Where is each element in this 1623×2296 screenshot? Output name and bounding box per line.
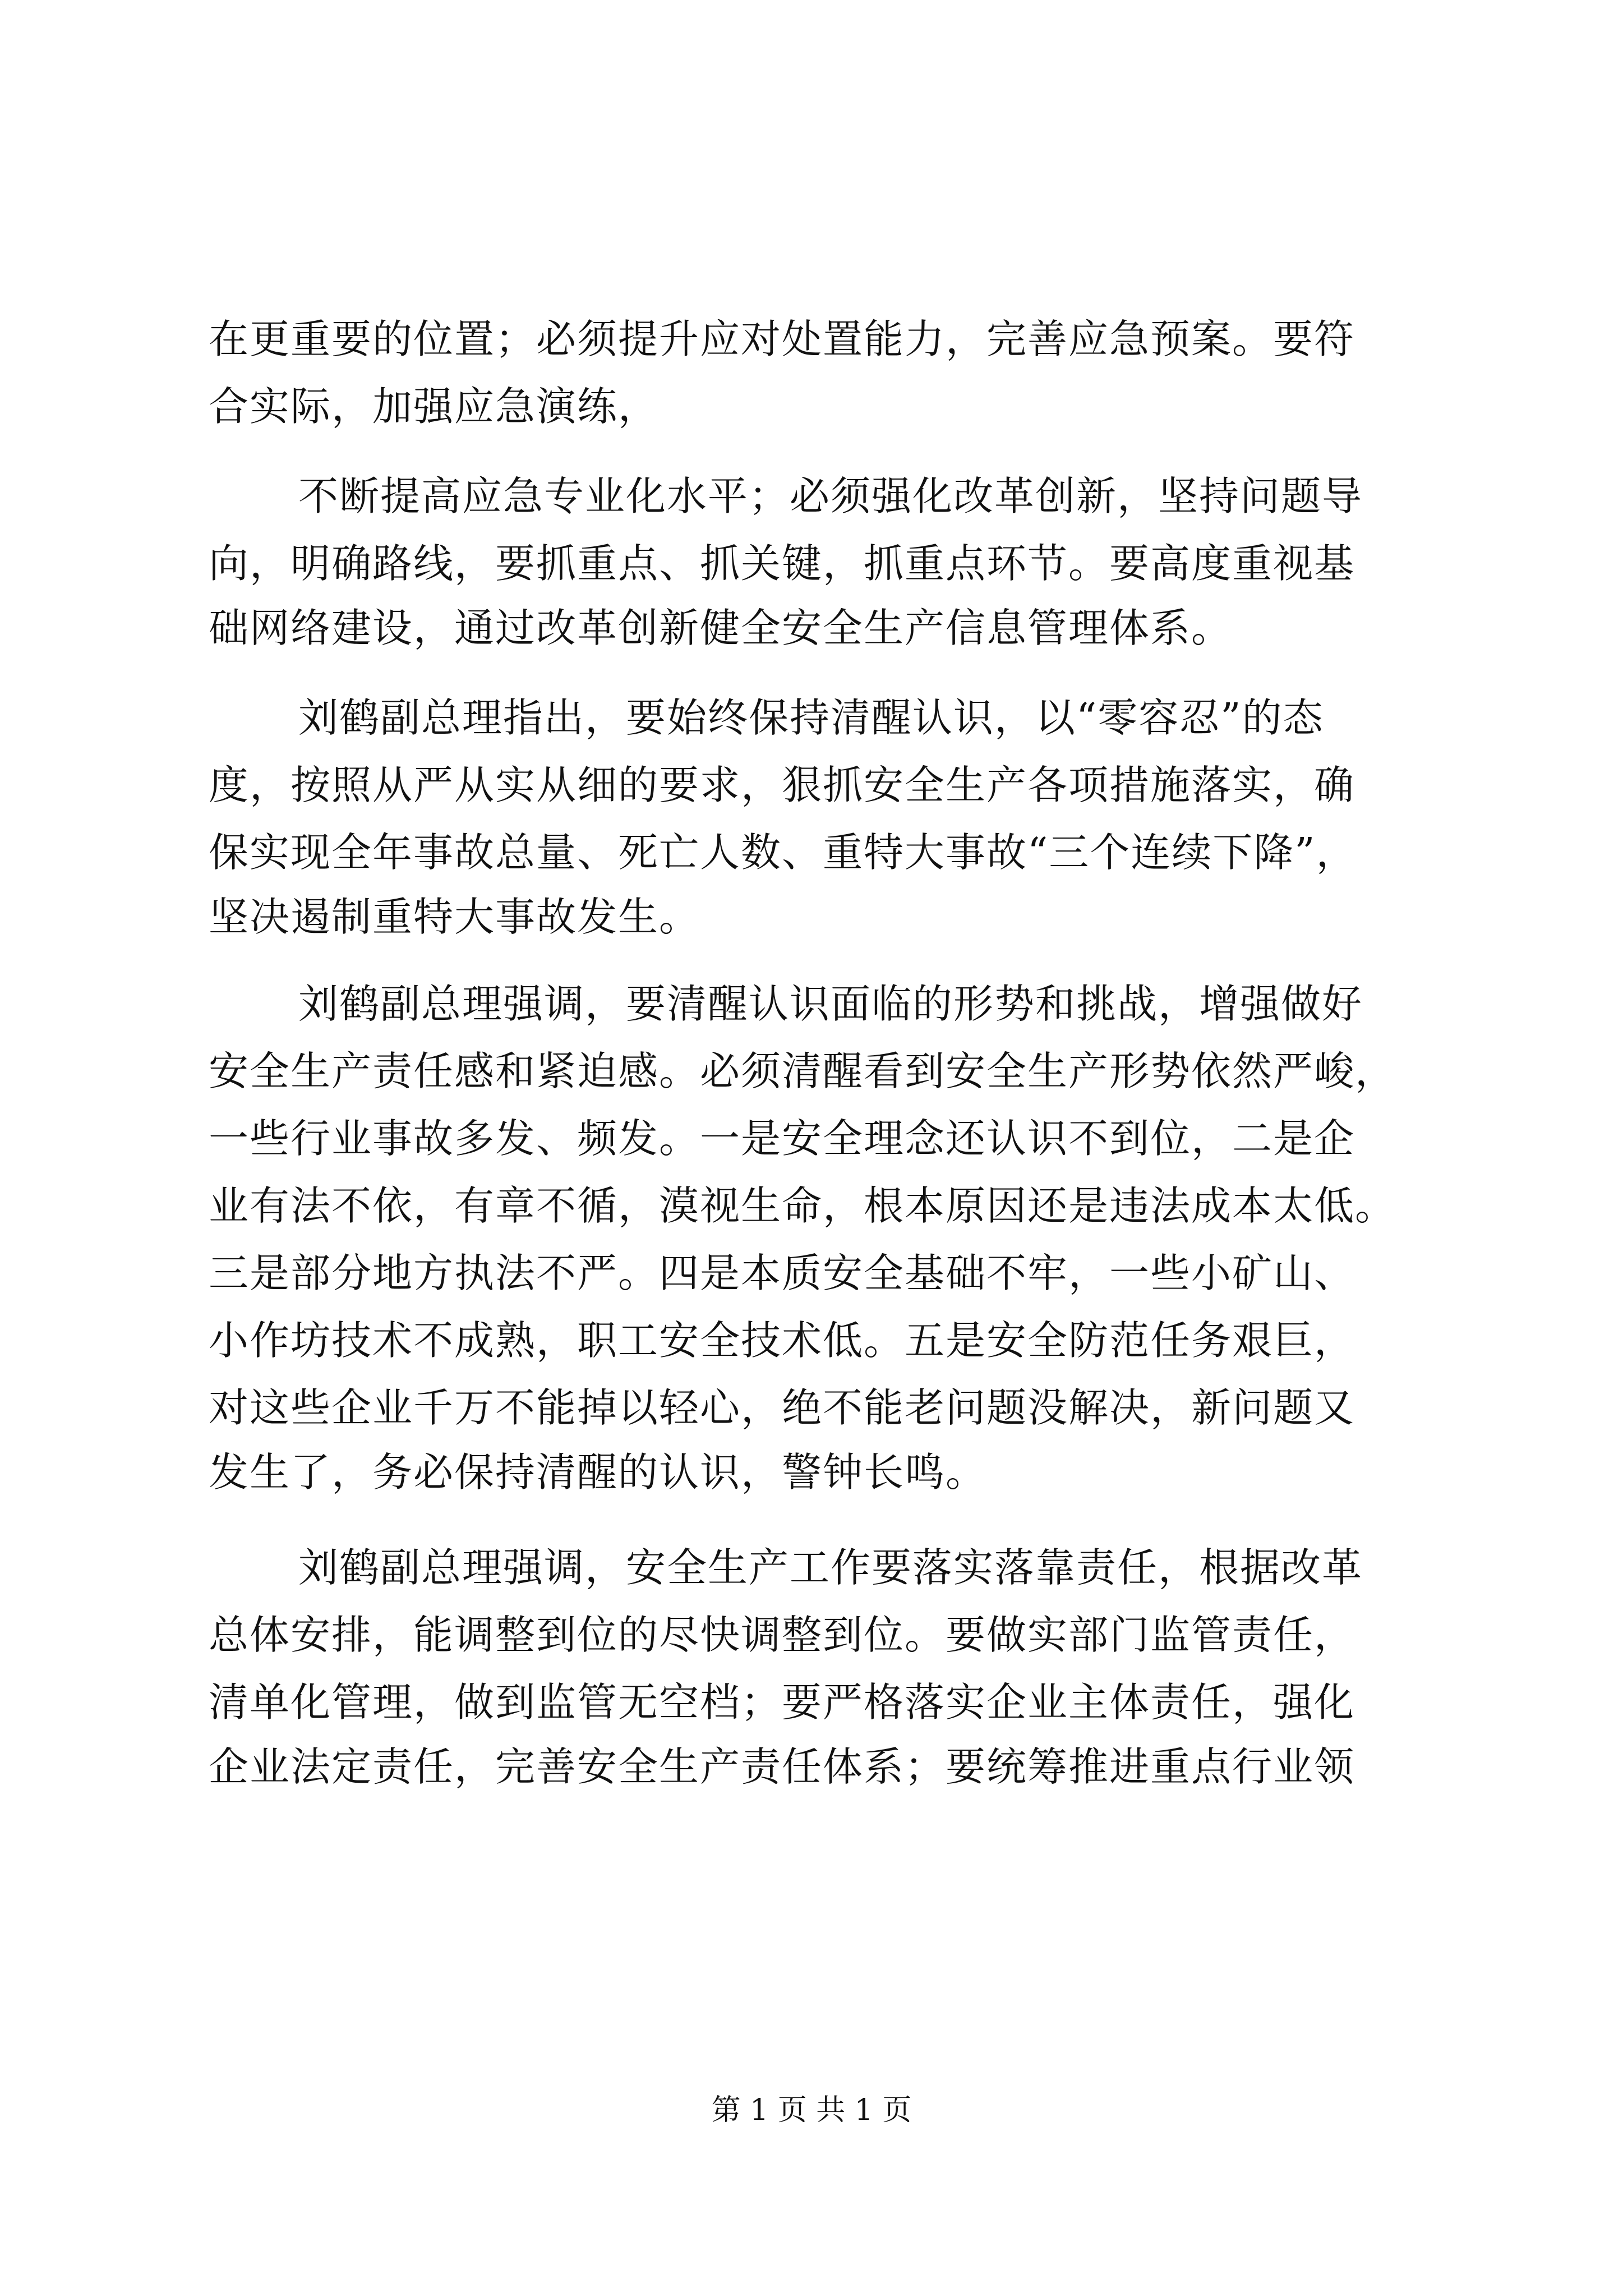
text-line: 清单化管理，做到监管无空档；要严格落实企业主体责任，强化 xyxy=(209,1679,1355,1726)
text-line: 三是部分地方执法不严。四是本质安全基础不牢，一些小矿山、 xyxy=(209,1250,1355,1296)
text-line: 坚决遏制重特大事故发生。 xyxy=(209,894,700,940)
text-line: 保实现全年事故总量、死亡人数、重特大事故“三个连续下降”， xyxy=(209,829,1357,876)
text-line: 在更重要的位置；必须提升应对处置能力，完善应急预案。要符 xyxy=(209,316,1355,362)
text-line: 总体安排，能调整到位的尽快调整到位。要做实部门监管责任， xyxy=(209,1612,1355,1658)
text-line: 向，明确路线，要抓重点、抓关键，抓重点环节。要高度重视基 xyxy=(209,540,1355,587)
text-line: 发生了，务必保持清醒的认识，警钟长鸣。 xyxy=(209,1449,987,1496)
text-line: 度，按照从严从实从细的要求，狠抓安全生产各项措施落实，确 xyxy=(209,762,1355,808)
text-line: 刘鹤副总理指出，要始终保持清醒认识，以“零容忍”的态 xyxy=(298,694,1324,741)
text-line: 安全生产责任感和紧迫感。必须清醒看到安全生产形势依然严峻， xyxy=(209,1048,1396,1094)
text-line: 一些行业事故多发、频发。一是安全理念还认识不到位，二是企 xyxy=(209,1115,1355,1162)
text-line: 对这些企业千万不能掉以轻心，绝不能老问题没解决，新问题又 xyxy=(209,1384,1355,1431)
text-line: 合实际，加强应急演练， xyxy=(209,383,660,430)
text-line: 企业法定责任，完善安全生产责任体系；要统筹推进重点行业领 xyxy=(209,1743,1355,1790)
text-line: 础网络建设，通过改革创新健全安全生产信息管理体系。 xyxy=(209,605,1233,651)
text-line: 业有法不依，有章不循，漠视生命，根本原因还是违法成本太低。 xyxy=(209,1182,1396,1229)
page-number-footer: 第 1 页 共 1 页 xyxy=(711,2093,912,2127)
text-line: 刘鹤副总理强调，安全生产工作要落实落靠责任，根据改革 xyxy=(298,1544,1363,1591)
text-line: 小作坊技术不成熟，职工安全技术低。五是安全防范任务艰巨， xyxy=(209,1317,1355,1364)
text-line: 刘鹤副总理强调，要清醒认识面临的形势和挑战，增强做好 xyxy=(298,981,1363,1027)
text-line: 不断提高应急专业化水平；必须强化改革创新，坚持问题导 xyxy=(298,473,1363,519)
